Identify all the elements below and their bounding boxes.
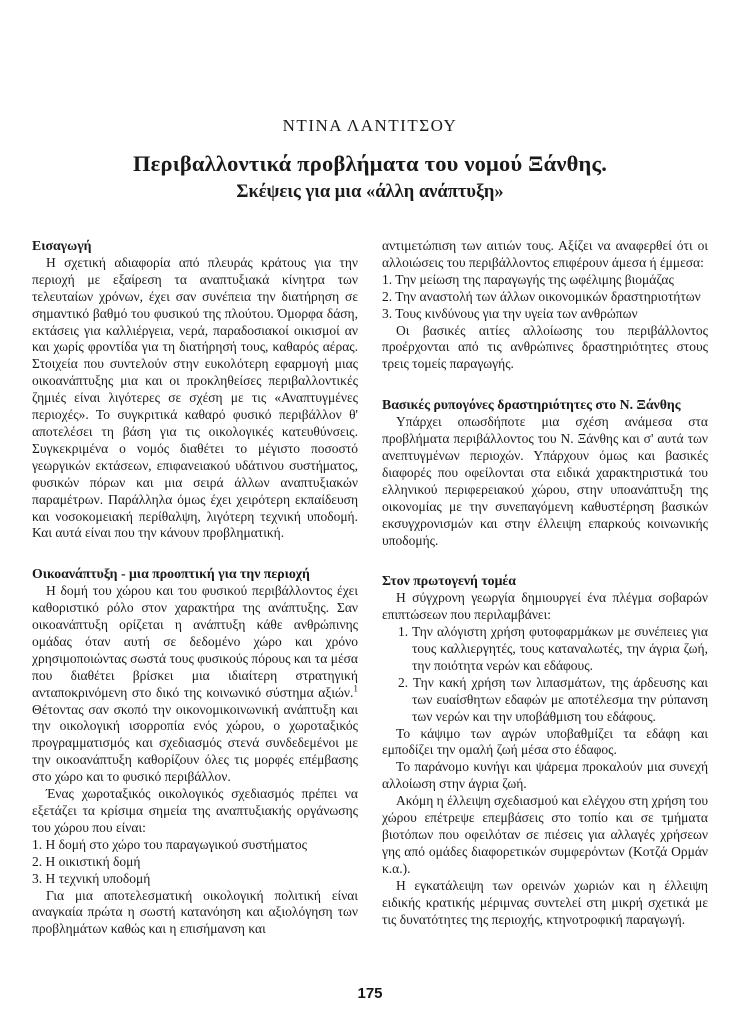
section-introduction <box>32 238 358 542</box>
section-primary-sector <box>382 573 708 928</box>
numbered-list <box>382 624 708 725</box>
paragraph: Το παράνομο κυνήγι και ψάρεμα προκαλούν μια συνεχή αλλοίωση στην άγρια ζωή. <box>382 759 708 792</box>
right-column <box>382 238 708 938</box>
paragraph: Η σχετική αδιαφορία από πλευράς κράτους για την περιοχή με εξαίρεση τα αναπτυξιακά κίνητρα των τελευταίων χρόνων, έχει σαν συνέπεια την διατήρηση σε σημαντικό βαθμό του φυσικού της πλούτου. Όμορφα δάση, εκτάσεις για καλλιέργεια, νερά, παραδοσιακοί οικισμοί αν και χωρίς φροντίδα για τη διατήρησή τους, καθαρός αέρας. Στοιχεία που συντελούν στην ευκολότερη εφαρμογή μιας οικοανάπτυξης μια και οι προκληθείσες περιβαλλοντικές ζημιές είναι λιγότερες σε σχέση με τις «Αναπτυγμένες περιοχές». Το συγκριτικά καθαρό φυσικό περιβάλλον θ' αποτελέσει τη βάση για τις οικολογικές κατευθύνσεις. Συγκεκριμένα ο νομός διαθέτει το μέγιστο ποσοστό γεωργικών εκτάσεων, επιφανειακού υδάτινου συστήματος, φυσικών πόρων και μια σειρά άλλων αναπτυξιακών παραμέτρων. Παράλληλα όμως έχει χειρότερη εκπαίδευση και νοσοκομειακή περίθαλψη, λιγότερη τεχνική υποδομή. Και αυτά είναι που την κάνουν προβληματική. <box>32 254 358 541</box>
author-name: ΝΤΙΝΑ ΛΑΝΤΙΤΣΟΥ <box>282 116 458 135</box>
list-item: 3. Η τεχνική υποδομή <box>32 870 151 886</box>
list-item: 3. Τους κινδύνους για την υγεία των ανθρώπων <box>382 305 638 321</box>
section-ecodevelopment <box>32 566 358 938</box>
list-item: 1. Την αλόγιστη χρήση φυτοφαρμάκων με συνέπειες για τους καλλιεργητές, τους καταναλωτές, την άγρια ζωή, την ποιότητα νερών και εδάφους. <box>398 624 708 673</box>
continued-text <box>382 238 708 373</box>
paragraph: Υπάρχει οπωσδήποτε μια σχέση ανάμεσα στα προβλήματα περιβάλλοντος του Ν. Ξάνθης και σ' αυτά των ανεπτυγμένων περιοχών. Υπάρχουν όμως και βασικές διαφορές που οφείλονται στα ειδικά χαρακτηριστικά του ελληνικού περιφερειακού χώρου, στην υποανάπτυξη της οικονομίας με την συνεπαγόμενη καθυστέρηση βασικών εκσυγχρονισμών και στην έλλειψη επαρκούς κοινωνικής υποδομής. <box>382 414 708 548</box>
paragraph: Για μια αποτελεσματική οικολογική πολιτική είναι αναγκαία πρώτα η σωστή κατανόηση και αξιολόγηση των προβλημάτων καθώς και η επισήμανση και <box>32 887 358 937</box>
footnote-ref: 1 <box>353 683 358 694</box>
list-item: 1. Την μείωση της παραγωγής της ωφέλιμης βιομάζας <box>382 271 674 287</box>
article-subtitle: Σκέψεις για μια «άλλη ανάπτυξη» <box>236 182 504 202</box>
section-polluting-activities <box>382 397 708 549</box>
two-column-body <box>0 238 740 938</box>
page-number: 175 <box>357 985 383 1002</box>
numbered-list <box>382 272 708 323</box>
list-item: 2. Την αναστολή των άλλων οικονομικών δραστηριοτήτων <box>382 288 701 304</box>
section-heading-introduction: Εισαγωγή <box>32 238 92 253</box>
page-header <box>0 0 740 203</box>
left-column <box>32 238 358 938</box>
section-heading-primary-sector: Στον πρωτογενή τομέα <box>382 573 516 589</box>
list-item: 2. Η οικιστική δομή <box>32 853 141 869</box>
paragraph-with-footnote <box>32 583 358 786</box>
paragraph-text: Η δομή του χώρου και του φυσικού περιβάλλοντος έχει καθοριστικό ρόλο στον χαρακτήρα της ανάπτυξης. Σαν οικοανάπτυξη ορίζεται η ανάπτυξη κάθε ανθρώπινης ομάδας όταν αυτή σε δεδομένο χώρο και χρόνο χρησιμοποιώντας σωστά τους φυσικούς πόρους και τα μέσα που διαθέτει βρίσκει μια ιδιαίτερη στρατηγική ανταποκρινόμενη στο δικό της κοινωνικό σύστημα αξιών. <box>32 583 358 700</box>
paragraph: αντιμετώπιση των αιτιών τους. Αξίζει να αναφερθεί ότι οι αλλοιώσεις του περιβάλλοντος επιφέρουν άμεσα ή έμμεσα: <box>382 238 708 270</box>
list-item: 1. Η δομή στο χώρο του παραγωγικού συστήματος <box>32 836 307 852</box>
paragraph: Οι βασικές αιτίες αλλοίωσης του περιβάλλοντος προέρχονται από τις ανθρώπινες δραστηριότητες στους τρεις τομείς παραγωγής. <box>382 322 708 372</box>
paragraph: Η εγκατάλειψη των ορεινών χωριών και η έλλειψη ειδικής κρατικής μέριμνας συντελεί στη μικρή σχετικά με τις δυνατότητες της περιοχής, κτηνοτροφική παραγωγή. <box>382 877 708 927</box>
list-item: 2. Την κακή χρήση των λιπασμάτων, της άρδευσης και των ευαίσθητων εδαφών με αποτέλεσμα την ρύπανση των νερών και την υποβάθμιση του εδάφους. <box>398 674 708 724</box>
section-heading-polluting-activities: Βασικές ρυπογόνες δραστηριότητες στο Ν. Ξάνθης <box>382 397 681 413</box>
paragraph: Ένας χωροταξικός οικολογικός σχεδιασμός πρέπει να εξετάζει τα κρίσιμα σημεία της αναπτυξιακής οργάνωσης του χώρου που είναι: <box>32 786 358 835</box>
paragraph: Η σύγχρονη γεωργία δημιουργεί ένα πλέγμα σοβαρών επιπτώσεων που περιλαμβάνει: <box>382 590 708 623</box>
paragraph-text: Θέτοντας σαν σκοπό την οικονομικοινωνική ανάπτυξη και την οικολογική ισορροπία ενός χώρου, ο χωροταξικός προγραμματισμός και σχεδιασμός στενά συνδεδεμένοι με την οικοανάπτυξη καθορίζουν όλες τις μορφές επέμβασης στο χώρο και το φυσικό περιβάλλον. <box>32 701 358 785</box>
numbered-list <box>32 837 358 888</box>
paragraph: Ακόμη η έλλειψη σχεδιασμού και ελέγχου στη χρήση του χώρου επέτρεψε επεμβάσεις στο τοπίο και σε τμήματα βιοτόπων που οφειλόταν σε πιέσεις για αλλαγές χρήσεων γης από ομάδες διαφορετικών συμφερόντων (Κοτζά Ορμάν κ.α.). <box>382 793 709 876</box>
section-heading-ecodevelopment: Οικοανάπτυξη - μια προοπτική για την περιοχή <box>32 566 310 582</box>
paragraph: Το κάψιμο των αγρών υποβαθμίζει τα εδάφη και εμποδίζει την ομαλή ζωή μέσα στο έδαφος. <box>382 725 708 758</box>
article-title: Περιβαλλοντικά προβλήματα του νομού Ξάνθης. <box>132 151 608 176</box>
